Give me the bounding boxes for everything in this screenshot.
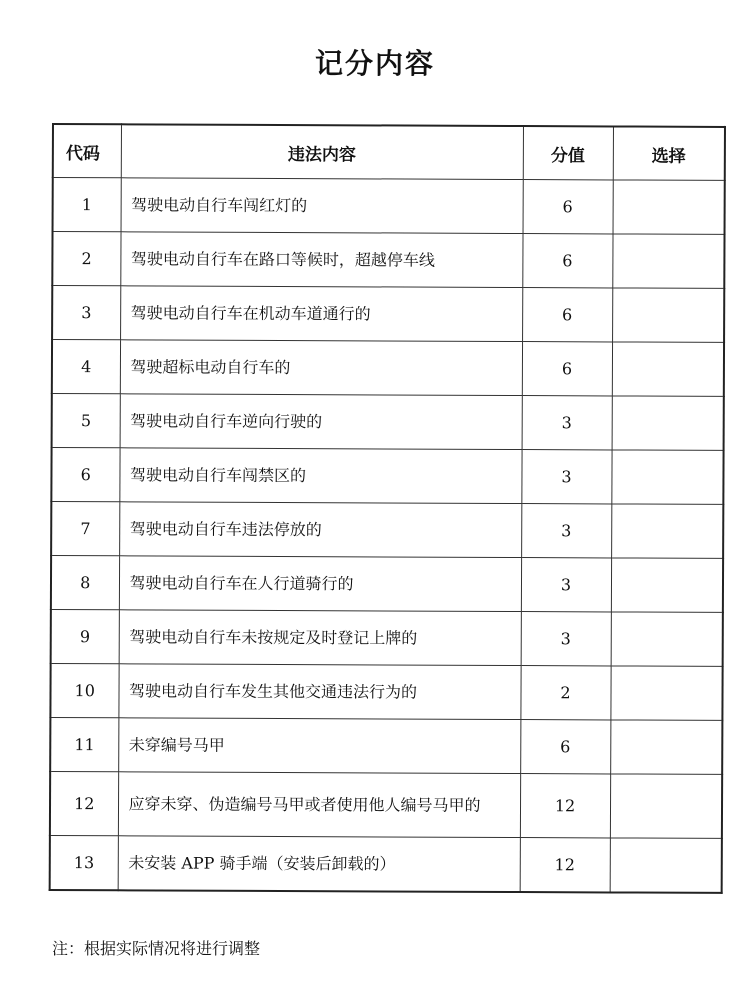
table-row (50, 717, 722, 774)
header-content: 违法内容 (121, 124, 523, 179)
cell-code: 9 (51, 609, 119, 663)
cell-choice[interactable] (613, 180, 725, 234)
table-row (51, 502, 723, 559)
cell-content: 驾驶电动自行车逆向行驶的 (120, 394, 522, 450)
cell-choice[interactable] (612, 288, 724, 342)
cell-score: 6 (523, 180, 613, 234)
cell-code: 13 (50, 835, 118, 890)
table-row (50, 835, 722, 892)
cell-score: 12 (520, 774, 610, 838)
cell-score: 6 (522, 342, 612, 396)
table-row (51, 448, 723, 505)
cell-score: 6 (522, 288, 612, 342)
cell-score: 3 (522, 396, 612, 450)
cell-code: 7 (51, 502, 119, 556)
cell-choice[interactable] (610, 774, 722, 838)
cell-code: 8 (51, 556, 119, 610)
cell-code: 2 (52, 232, 120, 286)
cell-code: 3 (52, 286, 120, 340)
cell-code: 1 (53, 178, 121, 232)
cell-content: 驾驶电动自行车在机动车道通行的 (120, 286, 522, 342)
cell-choice[interactable] (612, 396, 724, 450)
footnote: 注：根据实际情况将进行调整 (52, 939, 261, 958)
cell-code: 10 (50, 663, 118, 717)
cell-choice[interactable] (611, 504, 723, 558)
cell-content: 驾驶电动自行车发生其他交通违法行为的 (118, 664, 520, 720)
cell-choice[interactable] (610, 838, 722, 893)
table-body (50, 178, 725, 893)
cell-content: 驾驶电动自行车在路口等候时，超越停车线 (120, 232, 522, 288)
cell-score: 3 (521, 504, 611, 558)
cell-choice[interactable] (611, 558, 723, 612)
cell-choice[interactable] (611, 450, 723, 504)
cell-content: 驾驶电动自行车闯禁区的 (119, 448, 521, 504)
table-row (52, 286, 724, 343)
cell-score: 3 (521, 612, 611, 666)
cell-score: 3 (521, 450, 611, 504)
cell-content: 驾驶电动自行车闯红灯的 (121, 178, 523, 234)
cell-content: 驾驶电动自行车在人行道骑行的 (119, 556, 521, 612)
table-row (52, 232, 724, 289)
score-table-container (49, 123, 724, 894)
cell-choice[interactable] (610, 666, 722, 720)
cell-choice[interactable] (612, 234, 724, 288)
page-title: 记分内容 (314, 47, 435, 80)
header-score: 分值 (523, 126, 613, 180)
cell-content: 驾驶电动自行车违法停放的 (119, 502, 521, 558)
cell-score: 3 (521, 558, 611, 612)
cell-choice[interactable] (611, 612, 723, 666)
header-code: 代码 (53, 124, 121, 178)
cell-choice[interactable] (610, 720, 722, 774)
cell-choice[interactable] (612, 342, 724, 396)
table-row (50, 663, 722, 720)
table-row (52, 394, 724, 451)
header-choice: 选择 (613, 126, 725, 180)
table-row (53, 178, 725, 235)
cell-code: 12 (50, 771, 118, 835)
table-header-row (53, 124, 725, 180)
cell-score: 12 (520, 838, 610, 893)
table-row (51, 556, 723, 613)
cell-code: 11 (50, 717, 118, 771)
table-row (52, 340, 724, 397)
cell-score: 6 (522, 234, 612, 288)
cell-score: 6 (520, 720, 610, 774)
score-table (49, 123, 726, 894)
cell-content: 驾驶电动自行车未按规定及时登记上牌的 (119, 610, 521, 666)
cell-score: 2 (520, 666, 610, 720)
cell-code: 6 (51, 448, 119, 502)
cell-content: 未穿编号马甲 (118, 718, 520, 774)
cell-code: 4 (52, 340, 120, 394)
cell-content: 应穿未穿、伪造编号马甲或者使用他人编号马甲的 (118, 772, 520, 838)
cell-content: 驾驶超标电动自行车的 (120, 340, 522, 396)
table-row (51, 609, 723, 666)
cell-content: 未安装 APP 骑手端（安装后卸载的） (118, 836, 520, 892)
table-row (50, 771, 722, 838)
cell-code: 5 (52, 394, 120, 448)
